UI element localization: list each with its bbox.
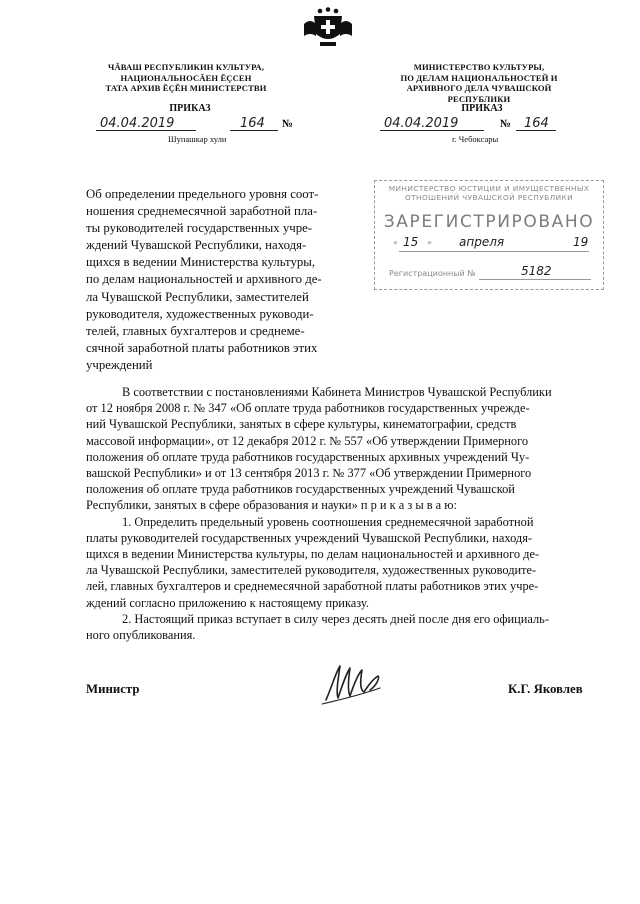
order-number-left: 164 bbox=[240, 116, 265, 131]
number-sign-right: № bbox=[500, 118, 512, 130]
order-label-left: ПРИКАЗ bbox=[169, 103, 211, 114]
order-label-right: ПРИКАЗ bbox=[461, 103, 503, 114]
city-right: г. Чебоксары bbox=[452, 134, 499, 144]
stamp-reg-underline bbox=[479, 279, 591, 280]
body-line bbox=[86, 595, 586, 611]
title-line: руководителя, художественных руководи- bbox=[86, 306, 314, 321]
stamp-reg-label: Регистрационный № bbox=[389, 269, 476, 278]
body-text: В соответствии с постановлениями Кабинета Министров Чувашской Республики bbox=[122, 385, 552, 399]
handwritten-signature bbox=[318, 656, 390, 708]
stamp-title: ЗАРЕГИСТРИРОВАНО bbox=[383, 212, 595, 232]
body-line bbox=[86, 416, 586, 432]
title-line: ношения среднемесячной заработной пла- bbox=[86, 204, 318, 219]
body-text: ний Чувашской Республики, занятых в сфере культуры, кинематографии, средств bbox=[86, 417, 517, 432]
body-line bbox=[86, 433, 586, 449]
title-line: учреждений bbox=[86, 357, 153, 372]
body-text: вашской Республики» и от 13 сентября 2013 г. № 377 «Об утверждении Примерного bbox=[86, 466, 532, 481]
stamp-reg-number: 5182 bbox=[521, 264, 552, 278]
body-text: Республики, занятых в сфере образования и науки» п р и к а з ы в а ю: bbox=[86, 498, 457, 513]
body-line bbox=[86, 384, 586, 400]
body-line bbox=[86, 578, 586, 594]
body-text: ждений согласно приложению к настоящему приказу. bbox=[86, 595, 369, 610]
registration-stamp bbox=[374, 180, 604, 290]
body-text: платы руководителей государственных учреждений Чувашской Республики, находя- bbox=[86, 530, 533, 545]
coat-of-arms-emblem bbox=[300, 6, 356, 50]
body-text: положения об оплате труда работников государственных учреждений Чувашской bbox=[86, 482, 515, 497]
stamp-date-year: 19 bbox=[573, 235, 589, 249]
body-text: щихся в ведении Министерства культуры, по делам национальностей и архивного де- bbox=[86, 547, 540, 562]
stamp-line1: МИНИСТЕРСТВО ЮСТИЦИИ И ИМУЩЕСТВЕННЫХ bbox=[388, 184, 590, 193]
signatory-position: Министр bbox=[86, 682, 140, 696]
signatory-name: К.Г. Яковлев bbox=[508, 682, 583, 696]
body-text: ла Чувашской Республики, заместителей руководителя, художественных руководите- bbox=[86, 563, 537, 578]
body-line bbox=[86, 400, 586, 416]
header-left-line: ТАТА АРХИВ ĔÇĔН МИНИСТЕРСТВИ bbox=[105, 83, 267, 93]
date-underline-right bbox=[380, 116, 484, 131]
title-line: ты руководителей государственных учре- bbox=[86, 221, 313, 236]
city-left: Шупашкар хули bbox=[168, 134, 227, 144]
body-line bbox=[86, 465, 586, 481]
stamp-date-quote-open: « bbox=[393, 238, 398, 247]
stamp-date-quote-close: » bbox=[427, 238, 432, 247]
order-date-left: 04.04.2019 bbox=[100, 116, 175, 131]
body-line bbox=[86, 530, 586, 546]
body-line bbox=[86, 514, 586, 530]
header-right-line: ПО ДЕЛАМ НАЦИОНАЛЬНОСТЕЙ И bbox=[400, 72, 558, 83]
title-line: Об определении предельного уровня соот- bbox=[86, 187, 319, 201]
stamp-date-underline bbox=[399, 251, 589, 252]
header-left-line: ЧĂВАШ РЕСПУБЛИКИН КУЛЬТУРА, bbox=[108, 62, 264, 72]
body-text: 2. Настоящий приказ вступает в силу через десять дней после дня его официаль- bbox=[122, 611, 549, 626]
header-right-line: МИНИСТЕРСТВО КУЛЬТУРЫ, bbox=[413, 62, 545, 72]
title-line: ждений Чувашской Республики, находя- bbox=[86, 238, 307, 253]
number-sign-left: № bbox=[282, 118, 294, 130]
header-left bbox=[86, 62, 286, 94]
title-line: ла Чувашской Республики, заместителей bbox=[86, 289, 309, 304]
body-line bbox=[86, 546, 586, 562]
order-number-right: 164 bbox=[524, 116, 549, 131]
document-title bbox=[86, 186, 358, 374]
order-date-right: 04.04.2019 bbox=[384, 116, 459, 131]
body-text: ного опубликования. bbox=[86, 628, 196, 643]
body-text: лей, главных бухгалтеров и среднемесячной заработной платы работников этих учре- bbox=[86, 579, 539, 594]
body-line bbox=[86, 611, 586, 627]
document-body bbox=[86, 384, 586, 643]
title-line: телей, главных бухгалтеров и среднеме- bbox=[86, 323, 305, 338]
body-line bbox=[86, 627, 586, 643]
header-right bbox=[376, 62, 582, 104]
header-left-line: НАЦИОНАЛЬНОСĂЕН ĔÇСЕН bbox=[120, 72, 252, 83]
body-text: положения об оплате труда работников государственных архивных учреждений Чу- bbox=[86, 449, 530, 464]
stamp-line2: ОТНОШЕНИЙ ЧУВАШСКОЙ РЕСПУБЛИКИ bbox=[404, 193, 574, 202]
body-text: 1. Определить предельный уровень соотношения среднемесячной заработной bbox=[122, 514, 534, 529]
body-line bbox=[86, 497, 586, 513]
body-line bbox=[86, 562, 586, 578]
body-line bbox=[86, 481, 586, 497]
header-right-line: АРХИВНОГО ДЕЛА ЧУВАШСКОЙ РЕСПУБЛИКИ bbox=[406, 83, 552, 104]
body-text: от 12 ноября 2008 г. № 347 «Об оплате труда работников государственных учрежде- bbox=[86, 401, 530, 416]
date-underline-left bbox=[96, 116, 196, 131]
number-underline-left bbox=[230, 116, 278, 131]
title-line: сячной заработной платы работников этих bbox=[86, 340, 318, 355]
stamp-date-month: апреля bbox=[459, 235, 505, 249]
title-line: по делам национальностей и архивного де- bbox=[86, 272, 322, 287]
body-text: массовой информации», от 12 декабря 2012 г. № 557 «Об утверждении Примерного bbox=[86, 433, 529, 448]
body-line bbox=[86, 449, 586, 465]
number-underline-right bbox=[516, 116, 556, 131]
stamp-date-day: 15 bbox=[403, 235, 419, 249]
title-line: щихся в ведении Министерства культуры, bbox=[86, 255, 316, 270]
